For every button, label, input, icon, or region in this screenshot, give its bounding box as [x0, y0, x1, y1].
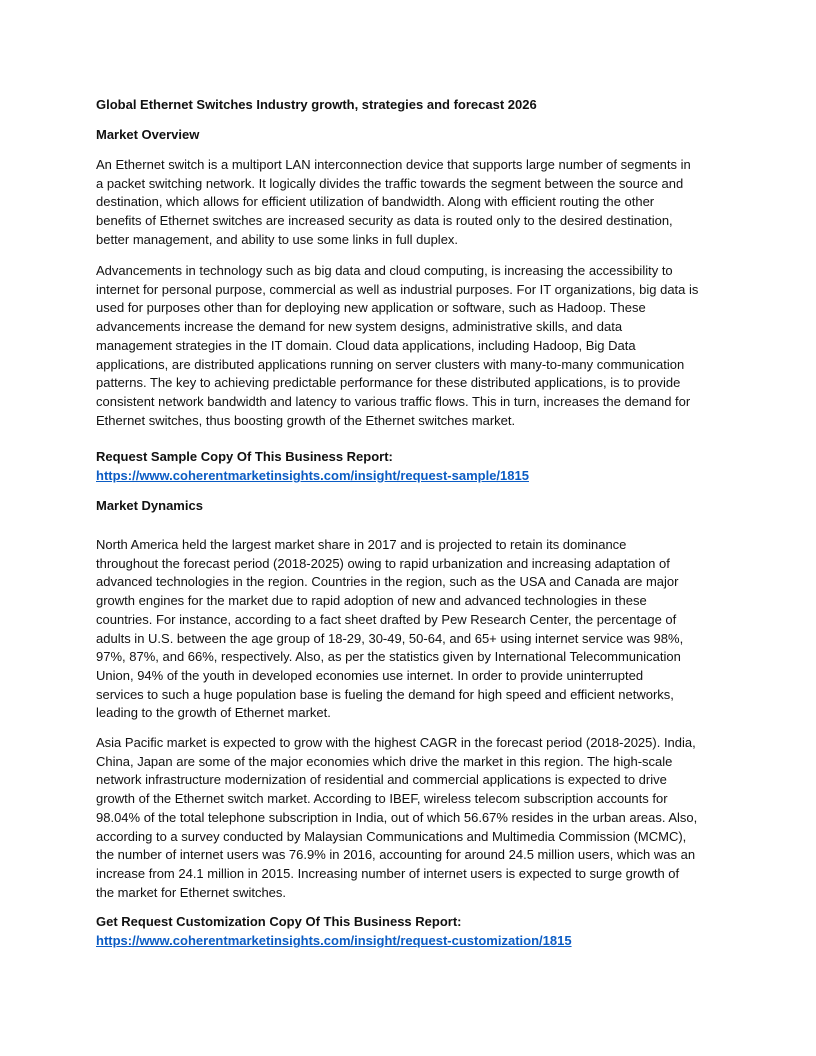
text-line: adults in U.S. between the age group of 18-29, 30-49, 50-64, and 65+ using internet service was 98%,	[96, 630, 684, 646]
request-sample-label: Request Sample Copy Of This Business Report:	[96, 449, 393, 464]
request-customization-link[interactable]: https://www.coherentmarketinsights.com/insight/request-customization/1815	[96, 933, 572, 948]
overview-paragraph-1	[96, 156, 691, 250]
text-line: consistent network bandwidth and latency to various traffic flows. This in turn, increases the demand for	[96, 393, 691, 409]
text-line: network infrastructure modernization of residential and commercial applications is expected to drive	[96, 772, 667, 788]
text-line: applications, are distributed applications running on server clusters with many-to-many communication	[96, 356, 685, 372]
dynamics-paragraph-2	[96, 734, 697, 902]
text-line: advancements increase the demand for new system designs, administrative skills, and data	[96, 319, 623, 335]
text-line: used for purposes other than for deploying new application or software, such as Hadoop. These	[96, 300, 646, 316]
text-line: 97%, 87%, and 66%, respectively. Also, as per the statistics given by International Telecommunication	[96, 649, 681, 665]
market-dynamics-heading: Market Dynamics	[96, 498, 203, 513]
text-line: China, Japan are some of the major economies which drive the market in this region. The high-scale	[96, 753, 673, 769]
text-line: North America held the largest market share in 2017 and is projected to retain its dominance	[96, 537, 627, 552]
text-line: the market for Ethernet switches.	[96, 884, 287, 900]
request-sample-link[interactable]: https://www.coherentmarketinsights.com/insight/request-sample/1815	[96, 468, 529, 483]
text-line: services to such a huge population base is fueling the demand for high speed and efficient networks,	[96, 686, 674, 702]
text-line: advanced technologies in the region. Countries in the region, such as the USA and Canada are major	[96, 574, 679, 590]
text-line: growth of the Ethernet switch market. According to IBEF, wireless telecom subscription accounts for	[96, 791, 668, 807]
document-title: Global Ethernet Switches Industry growth, strategies and forecast 2026	[96, 97, 537, 112]
text-line: management strategies in the IT domain. Cloud data applications, including Hadoop, Big Data	[96, 337, 636, 353]
text-line: countries. For instance, according to a fact sheet drafted by Pew Research Center, the percentage of	[96, 611, 677, 627]
text-line: internet for personal purpose, commercial as well as industrial purposes. For IT organizations, big data is	[96, 281, 699, 297]
text-line: increase from 24.1 million in 2015. Increasing number of internet users is expected to surge growth of	[96, 865, 680, 881]
text-line: the number of internet users was 76.9% in 2016, accounting for around 24.5 million users, which was an	[96, 847, 696, 863]
text-line: destination, which allows for efficient utilization of bandwidth. Along with efficient routing the other	[96, 194, 655, 210]
text-line: Ethernet switches, thus boosting growth of the Ethernet switches market.	[96, 412, 516, 428]
text-line: Asia Pacific market is expected to grow with the highest CAGR in the forecast period (2018-2025). India,	[96, 735, 696, 750]
text-line: patterns. The key to achieving predictable performance for these distributed applications, is to provide	[96, 375, 681, 391]
text-line: benefits of Ethernet switches are increased security as data is routed only to the desired destination,	[96, 213, 673, 229]
text-line: growth engines for the market due to rapid adoption of new and advanced technologies in these	[96, 593, 647, 609]
request-customization-label: Get Request Customization Copy Of This Business Report:	[96, 914, 462, 929]
text-line: throughout the forecast period (2018-2025) owing to rapid urbanization and increasing adaptation of	[96, 555, 670, 571]
text-line: Advancements in technology such as big data and cloud computing, is increasing the accessibility to	[96, 263, 673, 278]
text-line: Union, 94% of the youth in developed economies use internet. In order to provide uninterrupted	[96, 667, 644, 683]
overview-paragraph-2	[96, 262, 698, 430]
text-line: a packet switching network. It logically divides the traffic towards the segment between the source and	[96, 175, 684, 191]
market-overview-heading: Market Overview	[96, 127, 200, 142]
text-line: according to a survey conducted by Malaysian Communications and Multimedia Commission (MCMC),	[96, 828, 687, 844]
text-line: better management, and ability to use some links in full duplex.	[96, 231, 459, 247]
dynamics-paragraph-1	[96, 536, 683, 723]
text-line: 98.04% of the total telephone subscription in India, out of which 56.67% resides in the urban areas. Also,	[96, 809, 698, 825]
text-line: An Ethernet switch is a multiport LAN interconnection device that supports large number of segments in	[96, 157, 691, 172]
text-line: leading to the growth of Ethernet market.	[96, 705, 331, 721]
